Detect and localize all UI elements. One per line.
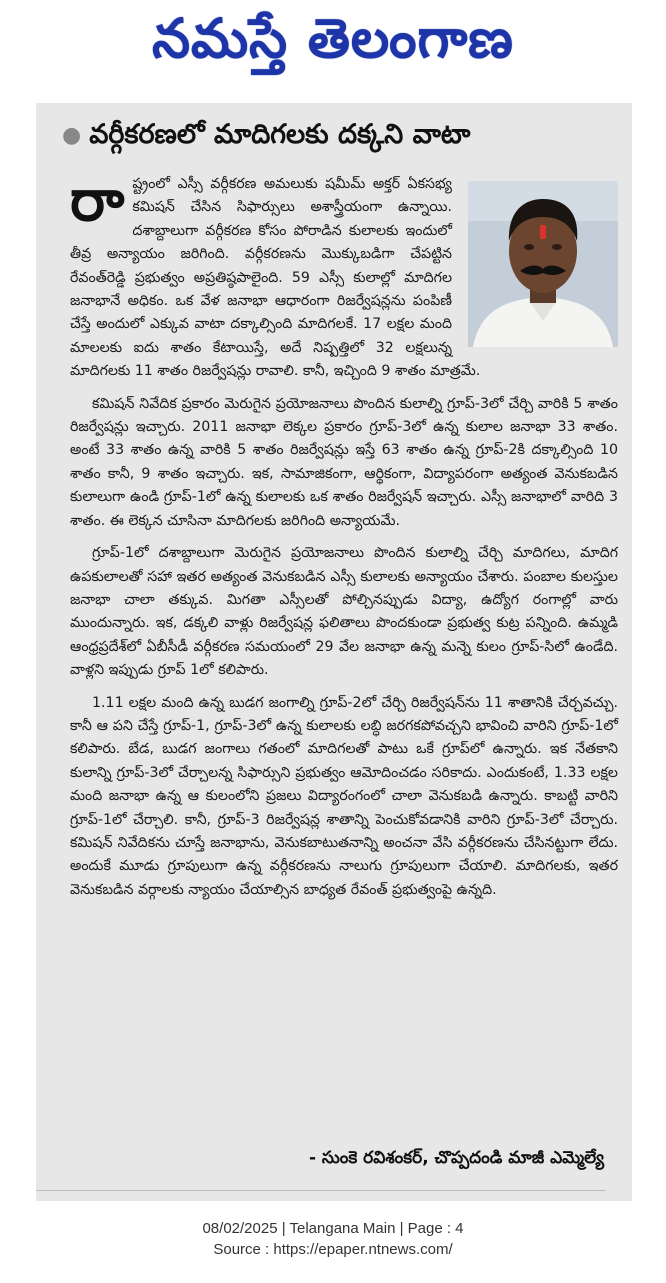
drop-cap: రా: [70, 166, 125, 234]
paragraph-1: [70, 166, 618, 384]
headline-text: వర్గీకరణలో మాదిగలకు దక్కని వాటా: [89, 119, 471, 150]
article-body: [70, 166, 618, 911]
paragraph-3: గ్రూప్-1లో దశాబ్దాలుగా మెరుగైన ప్రయోజనాలు పొందిన కులాల్ని చేర్చి మాదిగలు, మాదిగ ఉపకులాలతో సహా ఇతర అత్యంత వెనుకబడిన ఎస్సీ కులాలకు అన్యాయం చేశారు. పంబాల కులస్తుల జనాభా చాలా తక్కువ. మిగతా ఎస్సీలతో పోల్చినప్పుడు విద్యా, ఉద్యోగ రంగాల్లో వారు ముందున్నారు. ఇక, డక్కలి వాళ్లు రిజర్వేషన్ల ఫలితాలు పొందకుండా ప్రభుత్వ కుట్ర పన్నింది. ఉమ్మడి ఆంధ్రప్రదేశ్‌లో ఏబీసీడీ వర్గీకరణ సమయంలో 29 వేల జనాభా ఉన్న మన్నె కులం గ్రూప్-సిలో ఉండేది. వాళ్లని ఇప్పుడు గ్రూప్ 1లో కలిపారు.: [70, 545, 618, 679]
author-signature: - సుంకె రవిశంకర్, చొప్పదండి మాజీ ఎమ్మెల్యే: [308, 1148, 604, 1168]
newspaper-title: నమస్తే తెలంగాణ: [152, 6, 514, 70]
paragraph-4: 1.11 లక్షల మంది ఉన్న బుడగ జంగాల్ని గ్రూప్-2లో చేర్చి రిజర్వేషన్‌ను 11 శాతానికి చేర్చవచ్చు. కానీ ఆ పని చేస్తే గ్రూప్-1, గ్రూప్-3లో ఉన్న కులాలకు లబ్ధి జరగకపోవచ్చని భావించి వారిని గ్రూప్-1లో కలిపారు. బేడ, బుడగ జంగాలు గతంలో మాదిగలతో పాటు ఒకే గ్రూప్‌లో ఉన్నారు. ఇక నేతకాని కులాన్ని గ్రూప్-3లో చేర్చాలన్న సిఫార్సుని ప్రభుత్వం ఆమోదించడం సరికాదు. ఎందుకంటే, 1.33 లక్షల మంది జనాభా ఉన్న ఆ కులంలోని ప్రజలు విద్యారంగంలో చాలా వెనుకబడి ఉన్నారు. కాబట్టి వారిని గ్రూప్-1లో చేర్చాలి. కానీ, గ్రూప్-3 రిజర్వేషన్ల శాతాన్ని పెంచుకోవడానికి వారిని గ్రూప్-3లో చేర్చారు. కమిషన్ నివేదికను చూస్తే జనాభాను, వెనుకబాటుతనాన్ని అంచనా వేసి వర్గీకరణను చేసినట్టుగా లేదు. అందుకే మూడు గ్రూపులుగా ఉన్న వర్గీకరణను నాలుగు గ్రూపులుగా చేయాలి. మాదిగలకు, ఇతర వెనుకబడిన వర్గాలకు న్యాయం చేయాల్సిన బాధ్యత రేవంత్ ప్రభుత్వంపై ఉన్నది.: [70, 694, 618, 898]
photo-wrap-space: [460, 173, 618, 353]
masthead: [0, 0, 666, 90]
footer-date-edition: 08/02/2025 | Telangana Main | Page : 4: [202, 1220, 464, 1237]
article-panel: [36, 103, 632, 1201]
footer-source-link[interactable]: Source : https://epaper.ntnews.com/: [213, 1241, 453, 1258]
paragraph-1-text: ష్ట్రంలో ఎస్సీ వర్గీకరణ అమలుకు షమీమ్ అక్తర్ ఏకసభ్య కమిషన్ చేసిన సిఫార్సులు అశాస్త్రీయంగా ఉన్నాయి. దశాబ్దాలుగా వర్గీకరణ కోసం పోరాడిన కులాలకు ఇందులో తీవ్ర అన్యాయం జరిగింది. వర్గీకరణను మొక్కుబడిగా చేపట్టిన రేవంత్‌రెడ్డి ప్రభుత్వం అప్రతిష్ఠపాలైంది. 59 ఎస్సీ కులాల్లో మాదిగల జనాభానే అధికం. ఒక వేళ జనాభా ఆధారంగా రిజర్వేషన్లను పంపిణీ చేస్తే అందులో ఎక్కువ వాటా దక్కాల్సింది మాదిగలకే. 17 లక్షల మంది మాలలకు ఐదు శాతం కేటాయిస్తే, అదే నిష్పత్తిలో 32 లక్షలున్న మాదిగలకు 11 శాతం రిజర్వేషన్లు రావాలి. కానీ, ఇచ్చింది 9 శాతం మాత్రమే.: [70, 176, 481, 380]
bullet-icon: ●: [62, 123, 82, 148]
footer: [0, 1218, 666, 1260]
paragraph-2: కమిషన్ నివేదిక ప్రకారం మెరుగైన ప్రయోజనాలు పొందిన కులాల్ని గ్రూప్-3లో చేర్చి వారికి 5 శాతం రిజర్వేషన్లు ఇచ్చారు. 2011 జనాభా లెక్కల ప్రకారం గ్రూప్-3లో ఉన్న కులాల జనాభా 33 శాతం. అంటే 33 శాతం ఉన్న వారికి 5 శాతం రిజర్వేషన్లు ఇస్తే 63 శాతం ఉన్న గ్రూప్-2కి దక్కాల్సింది 10 శాతం కానీ, 9 శాతం ఇచ్చారు. ఇక, సామాజికంగా, ఆర్థికంగా, విద్యాపరంగా అత్యంత వెనుకబడిన కులాలుగా ఉండి గ్రూప్-1లో ఉన్న కులాలకు ఒక శాతం రిజర్వేషన్ ఇచ్చారు. ఎస్సీ జనాభాలో వారిది 3 శాతం. ఈ లెక్కన చూసినా మాదిగలకు జరిగింది అన్యాయమే.: [70, 395, 618, 529]
headline: [62, 119, 622, 157]
footer-divider: [36, 1190, 606, 1191]
